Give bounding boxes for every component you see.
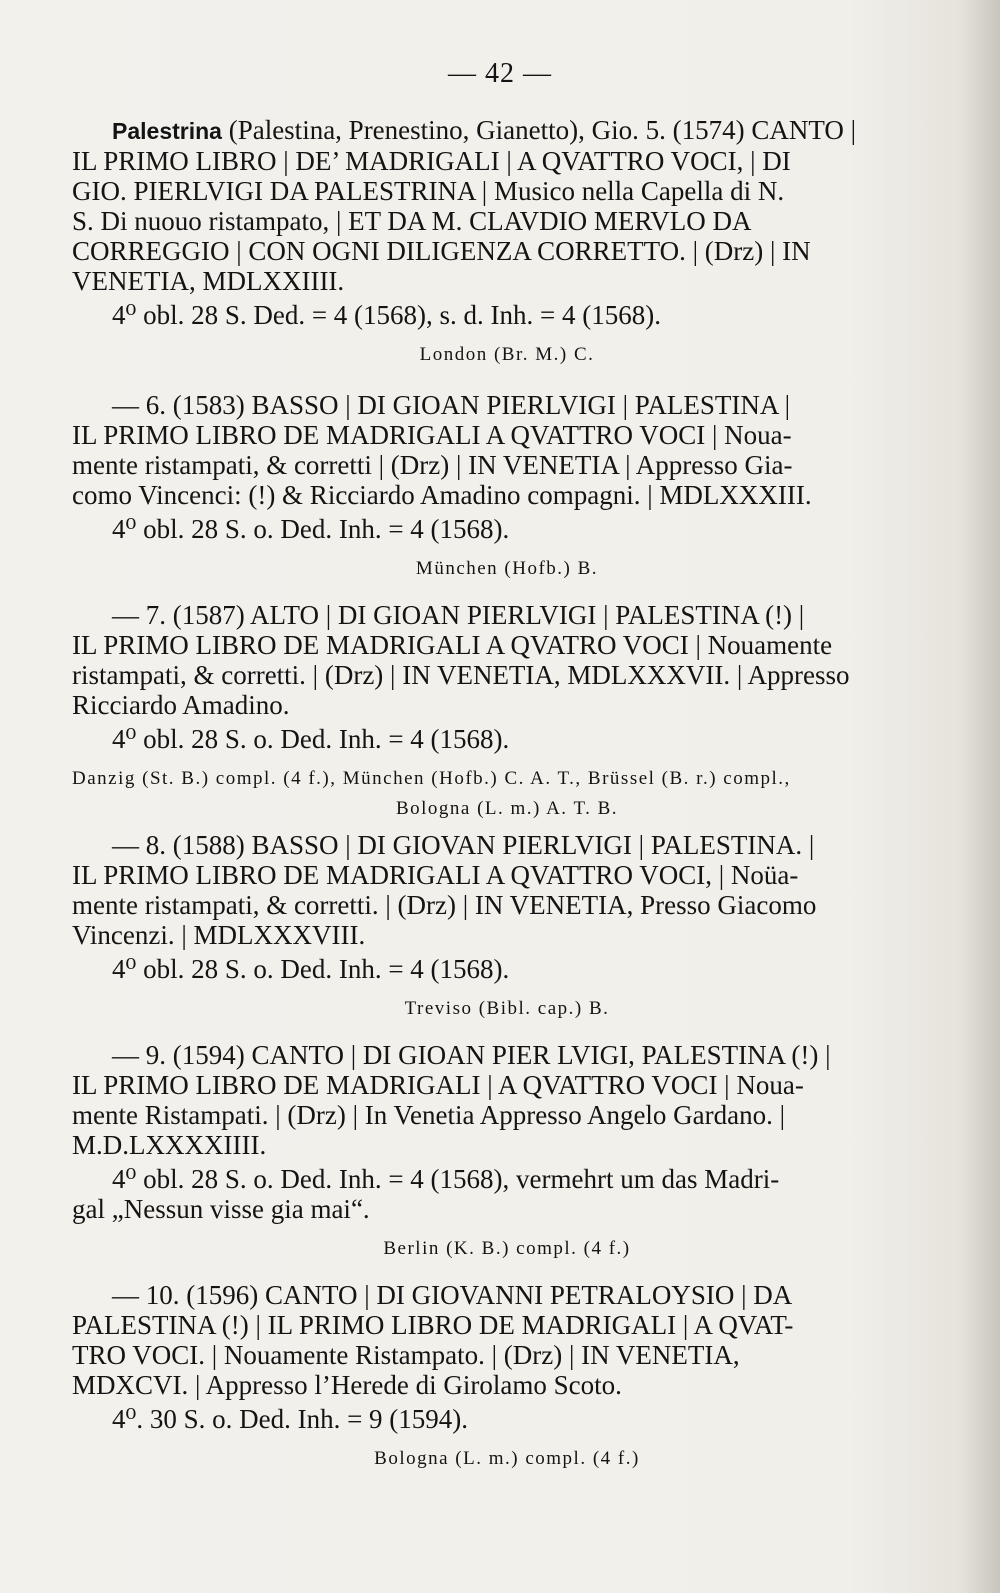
catalog-entry-9 <box>72 1040 942 1264</box>
location-line: Bologna (L. m.) A. T. B. <box>395 798 619 819</box>
format-description: 4⁰ obl. 28 S. o. Ded. Inh. = 4 (1568). <box>112 514 510 544</box>
entry-line: Ricciardo Amadino. <box>72 690 290 720</box>
entry-line: IL PRIMO LIBRO DE MADRIGALI A QVATTRO VOCI, | Noüa- <box>72 860 799 890</box>
format-description: 4⁰ obl. 28 S. o. Ded. Inh. = 4 (1568). <box>112 954 510 984</box>
catalog-entry-6 <box>72 390 942 584</box>
entry-line: mente ristampati, & corretti. | (Drz) | IN VENETIA, Presso Giacomo <box>72 890 817 920</box>
page-number: — 42 — <box>448 58 552 89</box>
catalog-entry-10 <box>72 1280 942 1474</box>
catalog-entry-8 <box>72 830 942 1024</box>
entry-line: ristampati, & corretti. | (Drz) | IN VENETIA, MDLXXXVII. | Appresso <box>72 660 850 690</box>
entry-line: GIO. PIERLVIGI DA PALESTRINA | Musico nella Capella di N. <box>72 176 785 206</box>
location-line: Berlin (K. B.) compl. (4 f.) <box>383 1238 631 1259</box>
catalog-entry-7 <box>72 600 942 824</box>
location-line: London (Br. M.) C. <box>419 344 595 365</box>
entry-line: — 10. (1596) CANTO | DI GIOVANNI PETRALOYSIO | DA <box>112 1280 793 1310</box>
entry-line: Vincenzi. | MDLXXXVIII. <box>72 920 366 950</box>
library-locations <box>72 764 942 824</box>
entry-line: IL PRIMO LIBRO DE MADRIGALI A QVATTRO VOCI | Noua- <box>72 420 792 450</box>
entry-line: IL PRIMO LIBRO DE MADRIGALI | A QVATTRO VOCI | Noua- <box>72 1070 804 1100</box>
entry-line: M.D.LXXXXIIII. <box>72 1130 267 1160</box>
entry-line: IL PRIMO LIBRO DE MADRIGALI A QVATRO VOCI | Nouamente <box>72 630 833 660</box>
entry-line: PALESTINA (!) | IL PRIMO LIBRO DE MADRIGALI | A QVAT- <box>72 1310 794 1340</box>
format-description: 4⁰ obl. 28 S. o. Ded. Inh. = 4 (1568), vermehrt um das Madri- <box>112 1164 780 1194</box>
library-locations <box>72 340 942 370</box>
catalog-entry-5 <box>72 115 942 370</box>
library-locations <box>72 1234 942 1264</box>
location-line: Bologna (L. m.) compl. (4 f.) <box>374 1448 640 1469</box>
location-line: Treviso (Bibl. cap.) B. <box>404 998 610 1019</box>
entry-line: como Vincenci: (!) & Ricciardo Amadino compagni. | MDLXXXIII. <box>72 480 812 510</box>
format-description: 4⁰ obl. 28 S. o. Ded. Inh. = 4 (1568). <box>112 724 510 754</box>
entry-line: MDXCVI. | Appresso l’Herede di Girolamo Scoto. <box>72 1370 622 1400</box>
library-locations <box>72 554 942 584</box>
entry-line: VENETIA, MDLXXIIII. <box>72 266 345 296</box>
entry-line: IL PRIMO LIBRO | DE’ MADRIGALI | A QVATTRO VOCI, | DI <box>72 146 791 176</box>
location-line: München (Hofb.) B. <box>415 558 599 579</box>
entry-line: Palestrina (Palestina, Prenestino, Gianetto), Gio. 5. (1574) CANTO | <box>112 115 857 145</box>
library-locations <box>72 994 942 1024</box>
entry-line: — 6. (1583) BASSO | DI GIOAN PIERLVIGI | PALESTINA | <box>112 390 790 420</box>
format-description: 4⁰ obl. 28 S. Ded. = 4 (1568), s. d. Inh. = 4 (1568). <box>112 300 661 330</box>
entry-line: CORREGGIO | CON OGNI DILIGENZA CORRETTO. | (Drz) | IN <box>72 236 811 266</box>
entry-heading: Palestrina <box>112 118 222 144</box>
entry-line: mente ristampati, & corretti | (Drz) | IN VENETIA | Appresso Gia- <box>72 450 793 480</box>
format-description-continued: gal „Nessun visse gia mai“. <box>72 1194 370 1224</box>
location-line: Danzig (St. B.) compl. (4 f.), München (Hofb.) C. A. T., Brüssel (B. r.) compl., <box>72 768 791 789</box>
format-description: 4⁰. 30 S. o. Ded. Inh. = 9 (1594). <box>112 1404 469 1434</box>
entry-line: — 7. (1587) ALTO | DI GIOAN PIERLVIGI | PALESTINA (!) | <box>112 600 805 630</box>
entry-line: — 8. (1588) BASSO | DI GIOVAN PIERLVIGI | PALESTINA. | <box>112 830 815 860</box>
library-locations <box>72 1444 942 1474</box>
entry-line: TRO VOCI. | Nouamente Ristampato. | (Drz) | IN VENETIA, <box>72 1340 740 1370</box>
entry-line: — 9. (1594) CANTO | DI GIOAN PIER LVIGI, PALESTINA (!) | <box>112 1040 831 1070</box>
entry-line: mente Ristampati. | (Drz) | In Venetia Appresso Angelo Gardano. | <box>72 1100 786 1130</box>
entry-line: S. Di nuouo ristampato, | ET DA M. CLAVDIO MERVLO DA <box>72 206 752 236</box>
